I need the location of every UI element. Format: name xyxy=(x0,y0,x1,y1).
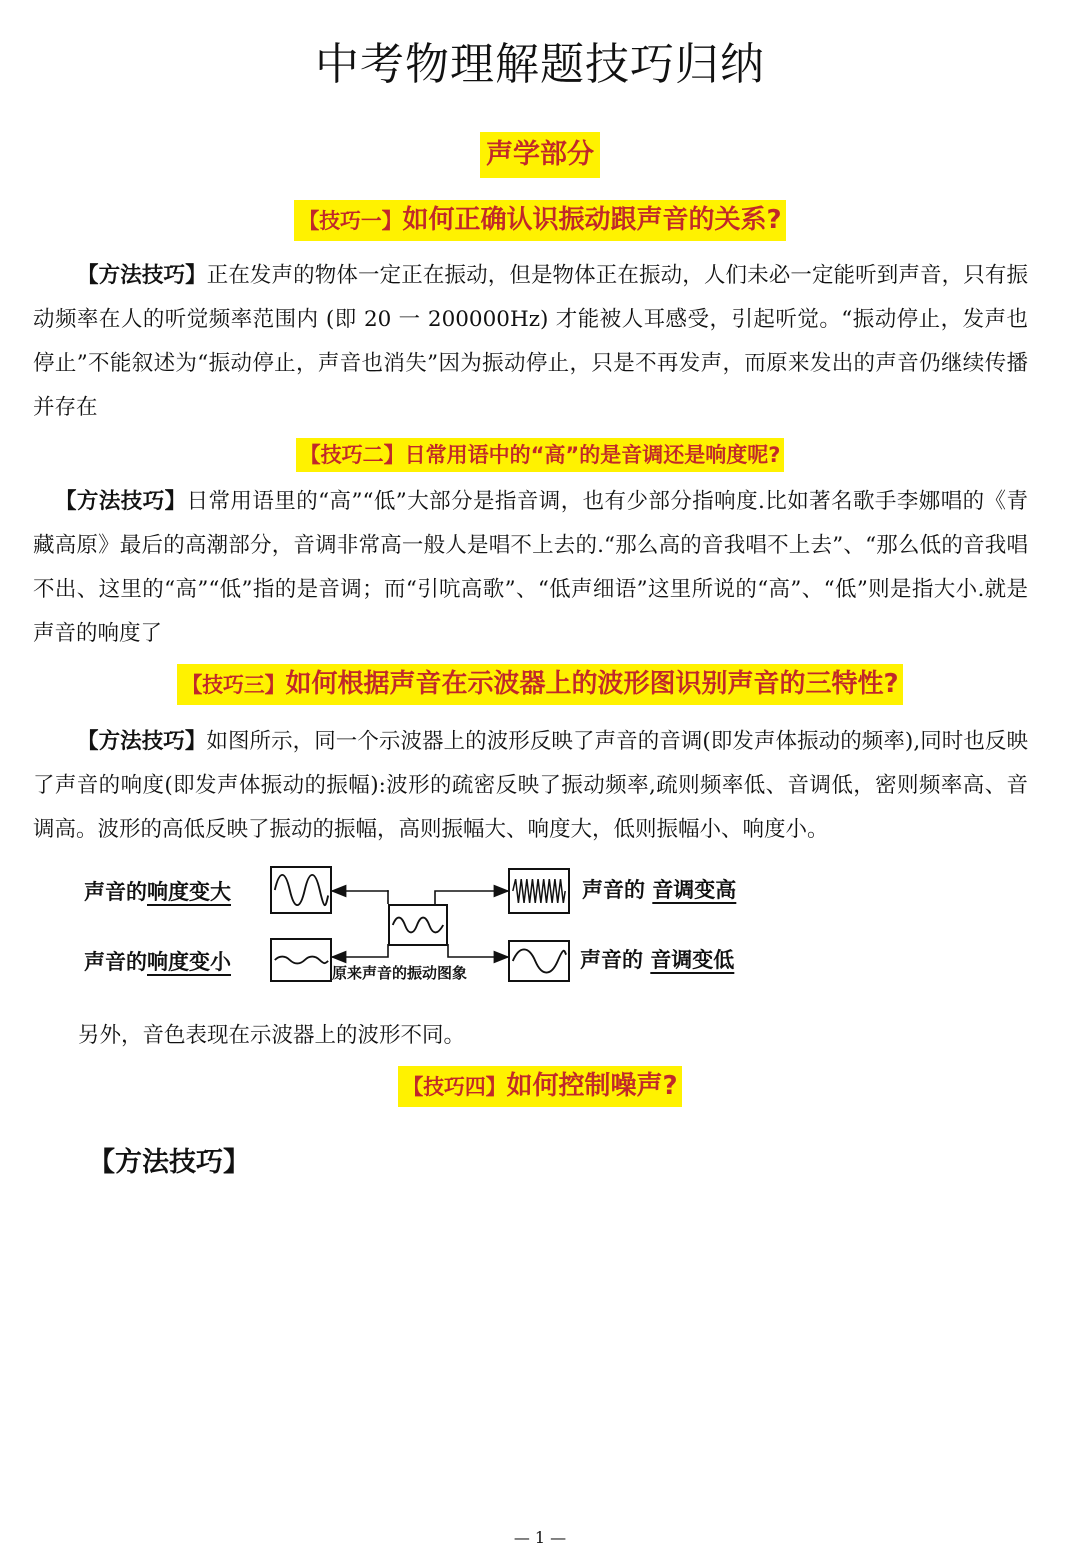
tip-3-question: 如何根据声音在示波器上的波形图识别声音的三特性? xyxy=(285,669,899,699)
tip-4-tag: 【技巧四】 xyxy=(402,1075,507,1099)
tip-4-question: 如何控制噪声? xyxy=(506,1071,678,1101)
arrow-to-loud-up xyxy=(332,890,388,891)
section-heading: 声学部分 xyxy=(480,132,600,178)
waveform-original xyxy=(388,904,448,946)
label-loudness-up-key: 响度变大 xyxy=(147,880,231,904)
tip-1-body: 正在发声的物体一定正在振动，但是物体正在振动，人们未必一定能听到声音，只有振动频率在人的听觉频率范围内 (即 20 一 200000Hz) 才能被人耳感受，引起听觉。“振动停止，发声也停止”不能叙述为“振动停止，声音也消失”因为振动停止，只是不再发声，而原来发出的声音仍继续传播并存在 xyxy=(33,263,1028,420)
tip-2-method-label: 【方法技巧】 xyxy=(55,489,187,514)
tip-2-body: 日常用语里的“高”“低”大部分是指音调，也有少部分指响度.比如著名歌手李娜唱的《青藏高原》最后的高潮部分，音调非常高一般人是唱不上去的.“那么高的音我唱不上去”、“那么低的音我唱不出、这里的“高”“低”指的是音调；而“引吭高歌”、“低声细语”这里所说的“高”、“低”则是指大小.就是声音的响度了 xyxy=(33,489,1028,646)
tip-4-heading xyxy=(0,1066,1080,1107)
section-heading-row xyxy=(0,132,1080,178)
tip-2-heading xyxy=(0,438,1080,472)
tip-2-question: 日常用语中的“高”的是音调还是响度呢? xyxy=(404,443,781,467)
arrow-to-pitch-down xyxy=(448,944,508,957)
arrow-to-pitch-up xyxy=(435,891,508,904)
timbre-note: 另外，音色表现在示波器上的波形不同。 xyxy=(78,1023,466,1048)
tip-4-method-label: 【方法技巧】 xyxy=(88,1147,250,1178)
label-original-waveform: 原来声音的振动图象 xyxy=(332,964,468,982)
label-pitch-down-key: 音调变低 xyxy=(650,948,735,972)
page-number: — 1 — xyxy=(513,1528,567,1547)
tip-1-paragraph xyxy=(33,254,1028,430)
waveform-loud-small xyxy=(270,938,332,982)
tip-3-method-label: 【方法技巧】 xyxy=(77,729,207,754)
tip-2-paragraph xyxy=(33,480,1028,656)
label-pitch-down: 声音的 音调变低 xyxy=(580,948,735,972)
tip-1-heading xyxy=(0,200,1080,241)
tip-2-tag: 【技巧二】 xyxy=(299,443,405,467)
tip-1-question: 如何正确认识振动跟声音的关系? xyxy=(402,205,782,235)
tip-1-tag: 【技巧一】 xyxy=(298,209,403,233)
label-loudness-down: 声音的响度变小 xyxy=(84,950,231,974)
tip-1-method-label: 【方法技巧】 xyxy=(77,263,207,288)
arrow-to-loud-down xyxy=(332,944,388,957)
label-loudness-down-key: 响度变小 xyxy=(147,950,231,974)
tip-3-paragraph xyxy=(33,720,1028,852)
tip-3-body: 如图所示，同一个示波器上的波形反映了声音的音调(即发声体振动的频率),同时也反映了声音的响度(即发声体振动的振幅):波形的疏密反映了振动频率,疏则频率低、音调低，密则频率高、音调高。波形的高低反映了振动的振幅，高则振幅大、响度大，低则振幅小、响度小。 xyxy=(33,729,1028,842)
label-pitch-up: 声音的 音调变高 xyxy=(582,878,737,902)
waveform-pitch-high xyxy=(508,868,570,914)
label-pitch-up-key: 音调变高 xyxy=(652,878,737,902)
waveform-loud-large xyxy=(270,866,332,914)
waveform-pitch-low xyxy=(508,940,570,982)
tip-3-heading xyxy=(0,664,1080,705)
tip-3-tag: 【技巧三】 xyxy=(181,673,286,697)
label-loudness-up: 声音的响度变大 xyxy=(84,880,231,904)
page-title: 中考物理解题技巧归纳 xyxy=(315,39,765,90)
